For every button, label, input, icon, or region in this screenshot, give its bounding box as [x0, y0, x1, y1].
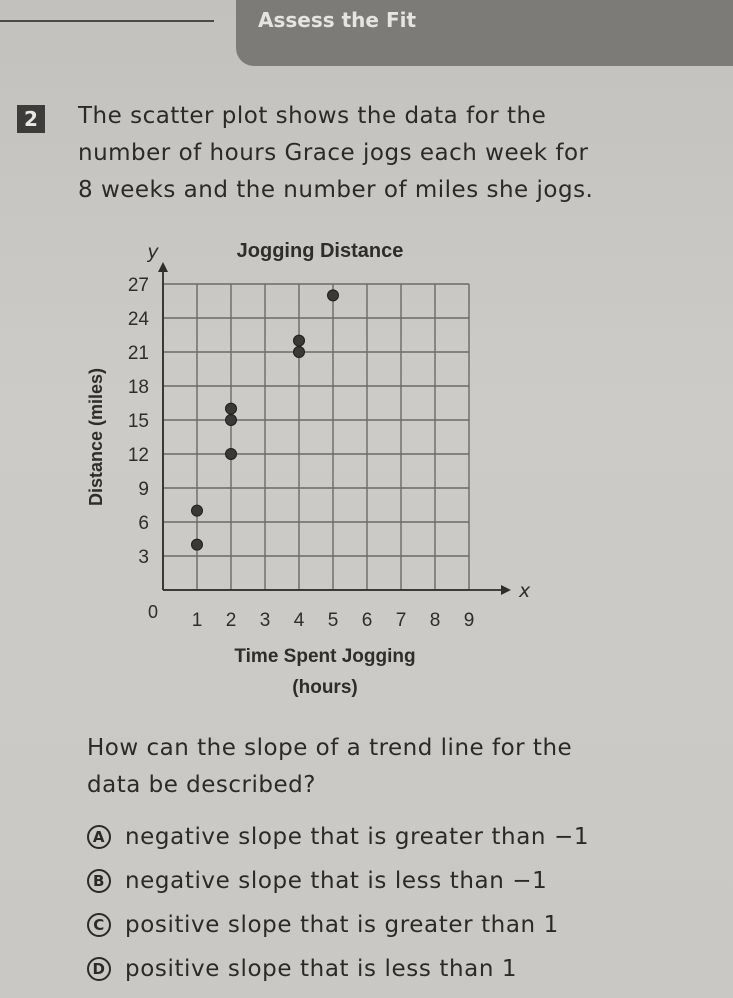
choice-c[interactable] [87, 903, 589, 947]
x-tick-label: 5 [327, 610, 339, 631]
data-point [226, 449, 237, 460]
prompt-line: The scatter plot shows the data for the [78, 103, 547, 129]
x-tick-label: 8 [429, 610, 441, 631]
question-prompt [78, 98, 658, 209]
answer-choices [87, 815, 589, 991]
choice-b-text: negative slope that is less than −1 [125, 868, 548, 894]
prompt-line: 8 weeks and the number of miles she jogs. [78, 177, 594, 203]
x-tick-label: 4 [293, 610, 305, 631]
data-point [192, 539, 203, 550]
x-tick-label: 9 [463, 610, 475, 631]
y-axis-label: Distance (miles) [86, 367, 106, 507]
scatter-plot [80, 230, 531, 710]
data-point [192, 505, 203, 516]
x-tick-label: 7 [395, 610, 407, 631]
question-line: data be described? [87, 772, 316, 798]
y-axis-arrow [158, 262, 168, 272]
x-tick-label: 2 [225, 610, 237, 631]
x-axis-label: (hours) [292, 677, 358, 698]
chart-title: Jogging Distance [236, 240, 404, 262]
choice-a-bubble[interactable]: A [87, 825, 111, 849]
data-point [294, 347, 305, 358]
sub-question [87, 730, 647, 804]
y-tick-label: 18 [127, 377, 149, 398]
y-tick-label: 6 [138, 513, 149, 534]
choice-a[interactable] [87, 815, 589, 859]
question-line: How can the slope of a trend line for the [87, 735, 573, 761]
y-axis-letter: y [147, 241, 159, 263]
x-axis-label: Time Spent Jogging [234, 646, 416, 667]
data-point [226, 415, 237, 426]
choice-d-text: positive slope that is less than 1 [125, 956, 518, 982]
choice-b[interactable] [87, 859, 589, 903]
banner-title: Assess the Fit [258, 8, 417, 32]
choice-d[interactable] [87, 947, 589, 991]
y-tick-label: 24 [127, 309, 149, 330]
y-tick-label: 27 [127, 275, 149, 296]
data-point [328, 290, 339, 301]
prompt-line: number of hours Grace jogs each week for [78, 140, 589, 166]
question-number: 2 [17, 105, 45, 133]
data-point [294, 335, 305, 346]
y-tick-label: 15 [127, 411, 149, 432]
x-tick-label: 3 [259, 610, 271, 631]
x-tick-label: 6 [361, 610, 373, 631]
y-tick-label: 21 [127, 343, 149, 364]
y-tick-label: 12 [127, 445, 149, 466]
x-axis-letter: x [519, 580, 531, 602]
y-tick-label: 3 [138, 547, 149, 568]
top-divider [0, 20, 214, 22]
x-axis-arrow [501, 585, 511, 595]
choice-a-text: negative slope that is greater than −1 [125, 824, 590, 850]
choice-c-bubble[interactable]: C [87, 913, 111, 937]
choice-c-text: positive slope that is greater than 1 [125, 912, 559, 938]
x-tick-label: 1 [191, 610, 203, 631]
choice-b-bubble[interactable]: B [87, 869, 111, 893]
origin-label: 0 [147, 602, 159, 622]
y-tick-label: 9 [138, 479, 149, 500]
data-point [226, 403, 237, 414]
choice-d-bubble[interactable]: D [87, 957, 111, 981]
